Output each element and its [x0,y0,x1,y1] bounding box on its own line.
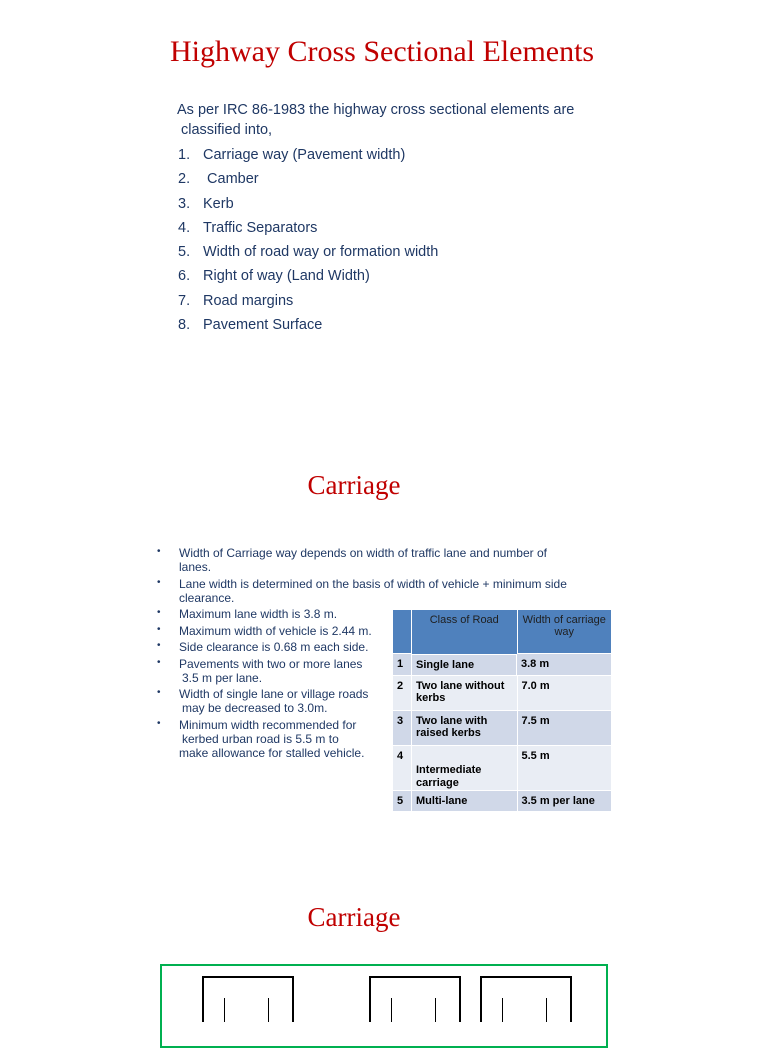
bullet-line: lanes. [179,560,212,574]
table-header-row [393,610,612,654]
wheel-line [268,998,269,1022]
bullet-line: 3.5 m per lane. [182,670,263,685]
bullet-item [157,718,401,760]
list-item [178,315,438,339]
bullet-dot-icon: • [157,717,161,729]
list-item [178,291,438,315]
table-cell-class: Two lane with raised kerbs [412,711,518,746]
bullet-dot-icon: • [157,576,161,588]
bullet-item [157,607,401,621]
vehicle-outline [480,976,572,1022]
wheel-line [224,998,225,1022]
bullet-dot-icon: • [157,640,161,651]
wheel-line [502,998,503,1022]
list-item-number: 3. [178,195,191,212]
bullet-line: Width of Carriage way depends on width of traffic lane and number of [179,546,547,560]
slide-cross-sectional-elements [0,0,768,400]
bullet-dot-icon: • [157,607,161,618]
table-cell-index: 5 [393,791,412,811]
slide2-title: Carriage [307,470,401,500]
list-item-number: 7. [178,292,191,309]
table-header-class: Class of Road [412,610,518,654]
slide1-title: Highway Cross Sectional Elements [170,35,595,68]
table-cell-class: Single lane [412,654,517,675]
bullet-line: Lane width is determined on the basis of width of vehicle + minimum side [179,576,567,591]
list-item-text: Width of road way or formation width [203,244,439,261]
bullet-item [157,546,591,574]
bullet-item [157,657,401,685]
list-item-number: 6. [178,268,191,285]
slide1-title-clip [170,32,610,80]
table-cell-width: 5.5 m [517,746,612,791]
table-cell-index: 2 [393,676,412,711]
bullet-dot-icon: • [157,687,161,698]
list-item-text: Pavement Surface [203,317,323,334]
table-row [393,791,612,811]
bullet-dot-icon: • [157,546,161,557]
slide3-title: Carriage [307,902,401,932]
table-cell-width: 3.5 m per lane [517,791,612,811]
list-item-number: 2. [178,171,191,188]
bullet-item [157,577,591,605]
slide1-intro [177,100,617,140]
table-cell-index: 3 [393,711,412,746]
bullet-line: make allowance for stalled vehicle. [179,745,365,760]
list-item-text: Carriage way (Pavement width) [203,147,406,163]
table-row [393,711,612,746]
bullet-item [157,687,401,715]
elements-list [178,145,438,339]
bullet-line: may be decreased to 3.0m. [182,701,328,715]
list-item [178,242,438,266]
table-row [393,746,612,791]
bullet-line: Width of single lane or village roads [179,687,369,701]
list-item-number: 5. [178,244,191,261]
bullet-line: Minimum width recommended for [179,717,357,732]
bullet-line: clearance. [179,590,235,605]
table-cell-class: Multi-lane [412,791,518,811]
bullet-line: kerbed urban road is 5.5 m to [182,731,339,746]
list-item-text: Right of way (Land Width) [203,268,370,285]
intro-line-2: classified into, [181,122,273,138]
table-row [393,676,612,711]
list-item-text: Road margins [203,292,294,309]
table-header-index [393,610,412,654]
table-cell-index: 4 [393,746,412,791]
list-item-number: 4. [178,219,191,236]
list-item [178,145,438,169]
table-cell-class: Intermediate carriage [412,746,518,791]
vehicle-outline [369,976,461,1022]
list-item-text: Traffic Separators [203,219,318,236]
table-cell-width: 7.5 m [517,711,612,746]
road-width-table [393,610,612,811]
list-item-text: Kerb [203,195,234,212]
wheel-line [435,998,436,1022]
carriage-diagram-frame [160,964,608,1048]
bullet-line: Side clearance is 0.68 m each side. [179,640,369,654]
slide-carriage-width [0,448,768,848]
bullet-dot-icon: • [157,656,161,668]
bullet-item [157,640,401,654]
table-row [393,654,612,676]
intro-line-1: As per IRC 86-1983 the highway cross sectional elements are [177,102,575,118]
slide-carriage-diagram [0,888,768,1024]
bullet-line: Pavements with two or more lanes [179,656,363,671]
list-item [178,194,438,218]
vehicle-outline [202,976,294,1022]
bullet-dot-icon: • [157,623,161,635]
list-item [178,218,438,242]
list-item-number: 1. [178,147,191,163]
table-header-width: Width of carriage way [517,610,612,654]
bullet-line: Maximum lane width is 3.8 m. [179,607,338,621]
wheel-line [391,998,392,1022]
list-item [178,169,438,193]
bullet-line: Maximum width of vehicle is 2.44 m. [179,623,372,638]
table-cell-width: 7.0 m [517,676,612,711]
list-item [178,266,438,290]
bullet-item [157,624,401,638]
wheel-line [546,998,547,1022]
table-cell-class: Two lane without kerbs [412,676,518,711]
list-item-text: Camber [203,171,259,188]
list-item-number: 8. [178,317,191,334]
table-cell-index: 1 [393,654,412,676]
table-cell-width: 3.8 m [517,654,612,676]
